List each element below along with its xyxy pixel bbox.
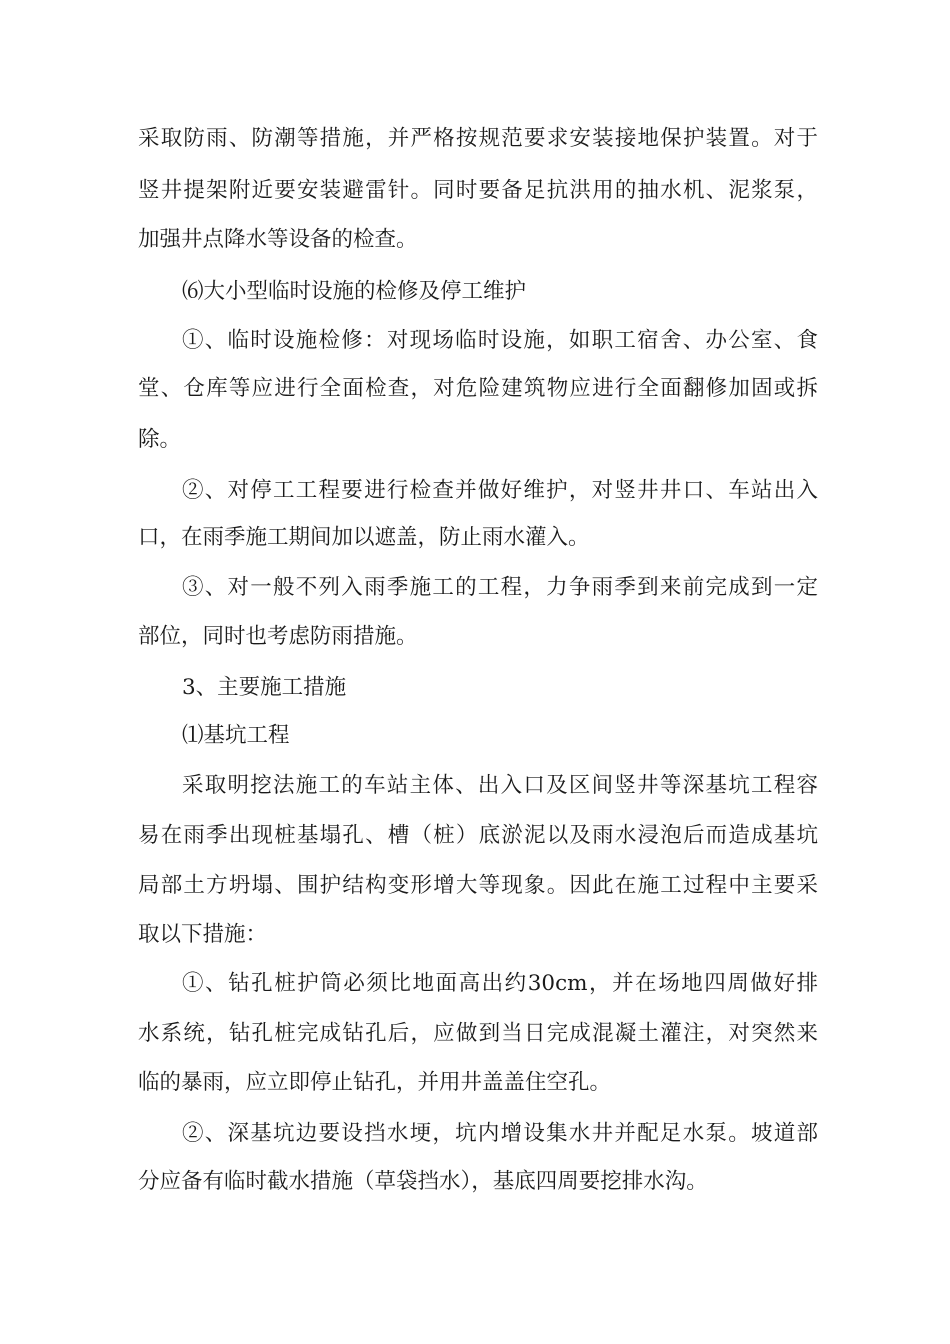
paragraph-line: ②、对停工工程要进行检查并做好维护，对竖井井口、车站出入 bbox=[182, 478, 818, 503]
paragraph-line: 取以下措施： bbox=[138, 922, 268, 947]
paragraph-line: 除。 bbox=[138, 427, 182, 452]
paragraph-line: 临的暴雨，应立即停止钻孔，并用井盖盖住空孔。 bbox=[138, 1070, 612, 1095]
paragraph-line: 口，在雨季施工期间加以遮盖，防止雨水灌入。 bbox=[138, 525, 590, 550]
paragraph-line: ①、临时设施检修：对现场临时设施，如职工宿舍、办公室、食 bbox=[182, 328, 818, 353]
paragraph-line: 堂、仓库等应进行全面检查，对危险建筑物应进行全面翻修加固或拆 bbox=[138, 376, 818, 401]
paragraph-line: 加强井点降水等设备的检查。 bbox=[138, 227, 418, 252]
section-heading: 3、主要施工措施 bbox=[182, 675, 347, 700]
section-heading: ⑴基坑工程 bbox=[182, 723, 290, 748]
paragraph-line: 易在雨季出现桩基塌孔、槽（桩）底淤泥以及雨水浸泡后而造成基坑 bbox=[138, 823, 818, 848]
paragraph-line: 部位，同时也考虑防雨措施。 bbox=[138, 624, 418, 649]
paragraph-line: 采取防雨、防潮等措施，并严格按规范要求安装接地保护装置。对于 bbox=[138, 126, 818, 151]
paragraph-line: 水系统，钻孔桩完成钻孔后，应做到当日完成混凝土灌注，对突然来 bbox=[138, 1021, 818, 1046]
paragraph-line: 竖井提架附近要安装避雷针。同时要备足抗洪用的抽水机、泥浆泵， bbox=[138, 178, 818, 203]
paragraph-line: ①、钻孔桩护筒必须比地面高出约30cm，并在场地四周做好排 bbox=[182, 971, 818, 996]
paragraph-line: ②、深基坑边要设挡水埂，坑内增设集水井并配足水泵。坡道部 bbox=[182, 1121, 818, 1146]
paragraph-line: 采取明挖法施工的车站主体、出入口及区间竖井等深基坑工程容 bbox=[182, 773, 818, 798]
paragraph-line: 分应备有临时截水措施（草袋挡水），基底四周要挖排水沟。 bbox=[138, 1169, 708, 1194]
section-heading: ⑹大小型临时设施的检修及停工维护 bbox=[182, 279, 527, 304]
paragraph-line: ③、对一般不列入雨季施工的工程，力争雨季到来前完成到一定 bbox=[182, 575, 818, 600]
paragraph-line: 局部土方坍塌、围护结构变形增大等现象。因此在施工过程中主要采 bbox=[138, 873, 818, 898]
